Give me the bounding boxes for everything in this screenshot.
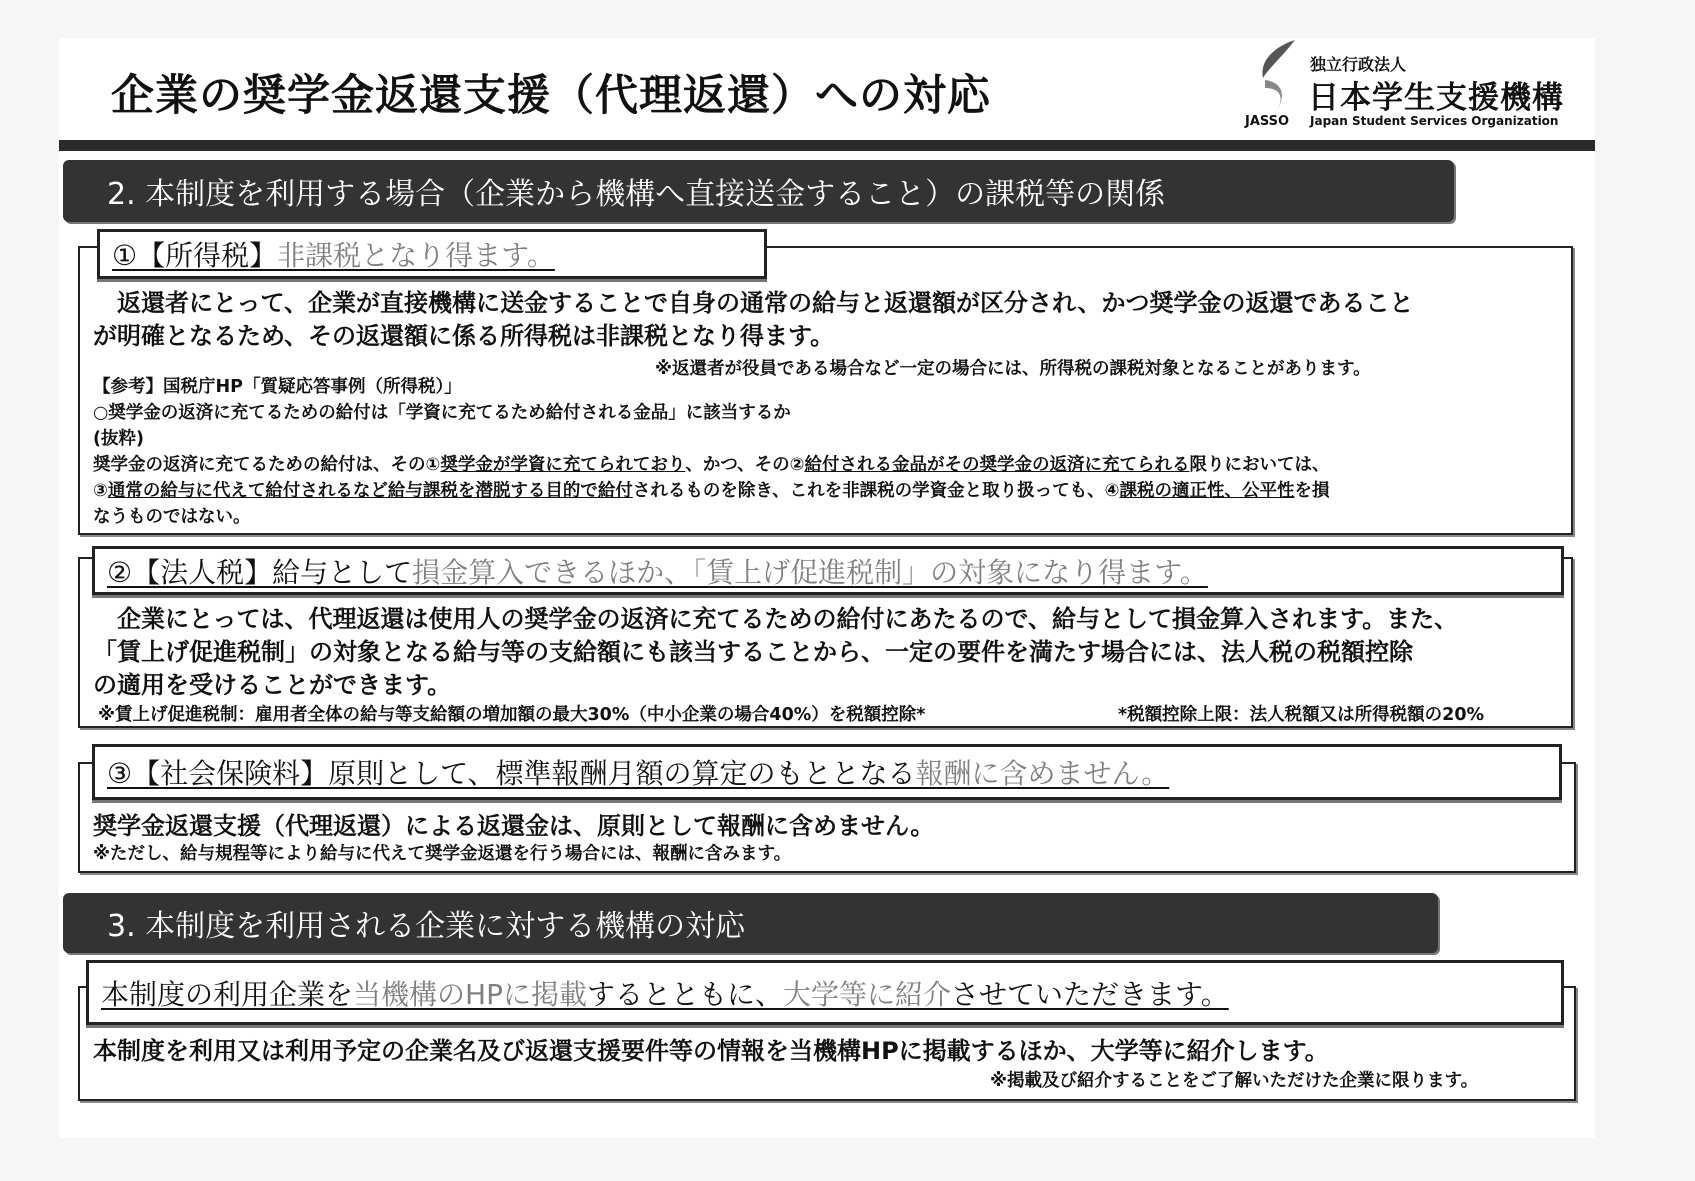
jasso-logo: JASSO 独立行政法人 日本学生支援機構 Japan Student Services Organization: [1245, 38, 1605, 133]
page-title: 企業の奨学金返還支援（代理返還）への対応: [111, 71, 991, 121]
title-divider: [59, 140, 1595, 151]
income-tax-paragraph: 返還者にとって、企業が直接機構に送金することで自身の通常の給与と返還額が区分され、かつ奨学金の返還であること が明確となるため、その返還額に係る所得税は非課税となり得ます。: [93, 289, 1414, 350]
corporate-tax-paragraph: 企業にとっては、代理返還は使用人の奨学金の返済に充てるための給付にあたるので、給与として損金算入されます。また、 「賃上げ促進税制」の対象となる給与等の支給額にも該当することから、一定の要件を満たす場合には、法人税の税額控除 の適用を受けることができます。: [93, 605, 1459, 699]
corporate-tax-tab: ②【法人税】給与として損金算入できるほか、「賃上げ促進税制」の対象になり得ます。: [92, 546, 1564, 595]
jasso-support-tab: 本制度の利用企業を当機構のHPに掲載するとともに、大学等に紹介させていただきます。: [86, 960, 1564, 1025]
income-tax-reference: 【参考】国税庁HP「質疑応答事例（所得税）」 ○奨学金の返済に充てるための給付は「学資に充てるため給付される金品」に該当するか (抜粋) 奨学金の返済に充てるための給付は、その①奨学金が学資に充てられており、かつ、その②給付される金品がその奨学金の返済に充てられる限りにおいては、 ③通常の給与に代えて給付されるなど給与課税を潜脱する目的で給付されるものを除き、これを非課税の学資金と取り扱っても、④課税の適正性、公平性を損 なうものではない。: [93, 377, 1330, 527]
social-insurance-note: ※ただし、給与規程等により給与に代えて奨学金返還を行う場合には、報酬に含みます。: [93, 844, 792, 864]
jasso-support-paragraph: 本制度を利用又は利用予定の企業名及び返還支援要件等の情報を当機構HPに掲載するほか、大学等に紹介します。: [93, 1037, 1329, 1065]
corporate-tax-note: ※賃上げ促進税制：雇用者全体の給与等支給額の増加額の最大30%（中小企業の場合40%）を税額控除*: [98, 705, 926, 725]
income-tax-tab: ①【所得税】非課税となり得ます。: [97, 229, 767, 279]
social-insurance-tab: ③【社会保険料】原則として、標準報酬月額の算定のもととなる報酬に含めません。: [92, 744, 1562, 800]
jasso-support-note: ※掲載及び紹介することをご了解いただけた企業に限ります。: [990, 1071, 1479, 1091]
social-insurance-paragraph: 奨学金返還支援（代理返還）による返還金は、原則として報酬に含めません。: [93, 812, 935, 840]
jasso-emblem-icon: [1251, 38, 1301, 118]
income-tax-note: ※返還者が役員である場合など一定の場合には、所得税の課税対象となることがあります。: [655, 359, 1371, 379]
section-2-heading: 2. 本制度を利用する場合（企業から機構へ直接送金すること）の課税等の関係: [63, 160, 1454, 222]
section-3-heading: 3. 本制度を利用される企業に対する機構の対応: [63, 893, 1438, 953]
corporate-tax-cap-note: *税額控除上限：法人税額又は所得税額の20%: [1118, 705, 1485, 725]
